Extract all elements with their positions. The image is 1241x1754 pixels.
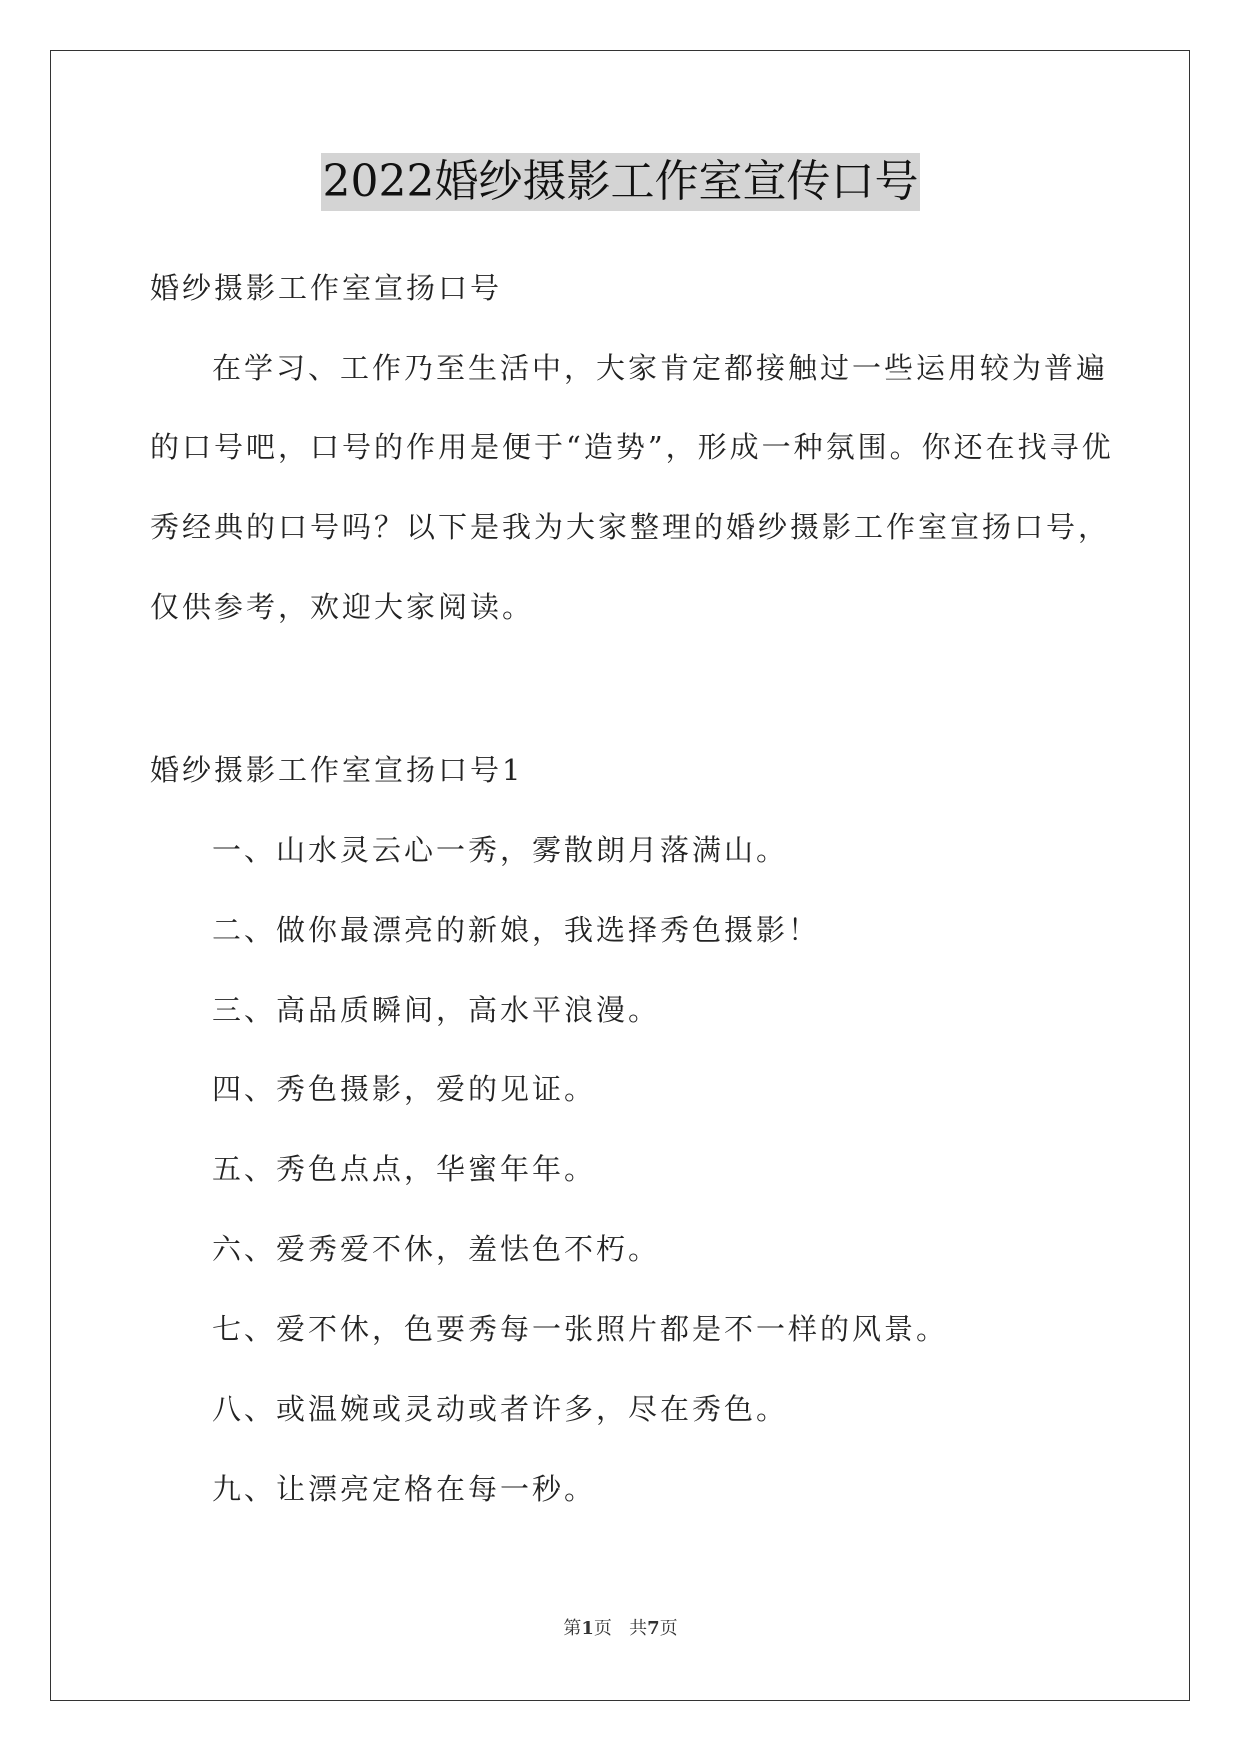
intro-line: 的口号吧，口号的作用是便于“造势”，形成一种氛围。你还在找寻优 [150, 430, 1114, 464]
document-title: 2022婚纱摄影工作室宣传口号 [321, 153, 921, 211]
footer-page-total: 7 [647, 1618, 660, 1639]
footer-page-prefix: 第 [563, 1618, 582, 1639]
slogan-item: 三、高品质瞬间，高水平浪漫。 [212, 993, 661, 1027]
slogan-item: 一、山水灵云心一秀，雾散朗月落满山。 [212, 833, 789, 867]
document-heading: 婚纱摄影工作室宣扬口号 [150, 271, 503, 305]
slogan-item: 六、爱秀爱不休，羞怯色不朽。 [212, 1232, 661, 1266]
footer-total-suffix: 页 [659, 1618, 678, 1639]
slogan-item: 五、秀色点点，华蜜年年。 [212, 1152, 597, 1186]
footer-page-number: 1 [581, 1618, 594, 1639]
slogan-item: 二、做你最漂亮的新娘，我选择秀色摄影！ [212, 913, 821, 947]
title-container [0, 153, 1241, 211]
slogan-item: 九、让漂亮定格在每一秒。 [212, 1472, 597, 1506]
slogan-item: 八、或温婉或灵动或者许多，尽在秀色。 [212, 1392, 789, 1426]
intro-line: 秀经典的口号吗？以下是我为大家整理的婚纱摄影工作室宣扬口号， [150, 510, 1111, 544]
intro-line: 在学习、工作乃至生活中，大家肯定都接触过一些运用较为普遍 [212, 351, 1109, 385]
footer-total-prefix: 共 [629, 1618, 648, 1639]
section-heading: 婚纱摄影工作室宣扬口号1 [150, 753, 524, 787]
footer-page-suffix: 页 [593, 1618, 612, 1639]
slogan-item: 四、秀色摄影，爱的见证。 [212, 1072, 597, 1106]
slogan-item: 七、爱不休，色要秀每一张照片都是不一样的风景。 [212, 1312, 949, 1346]
page-footer [0, 1617, 1241, 1641]
intro-line: 仅供参考，欢迎大家阅读。 [150, 590, 535, 624]
